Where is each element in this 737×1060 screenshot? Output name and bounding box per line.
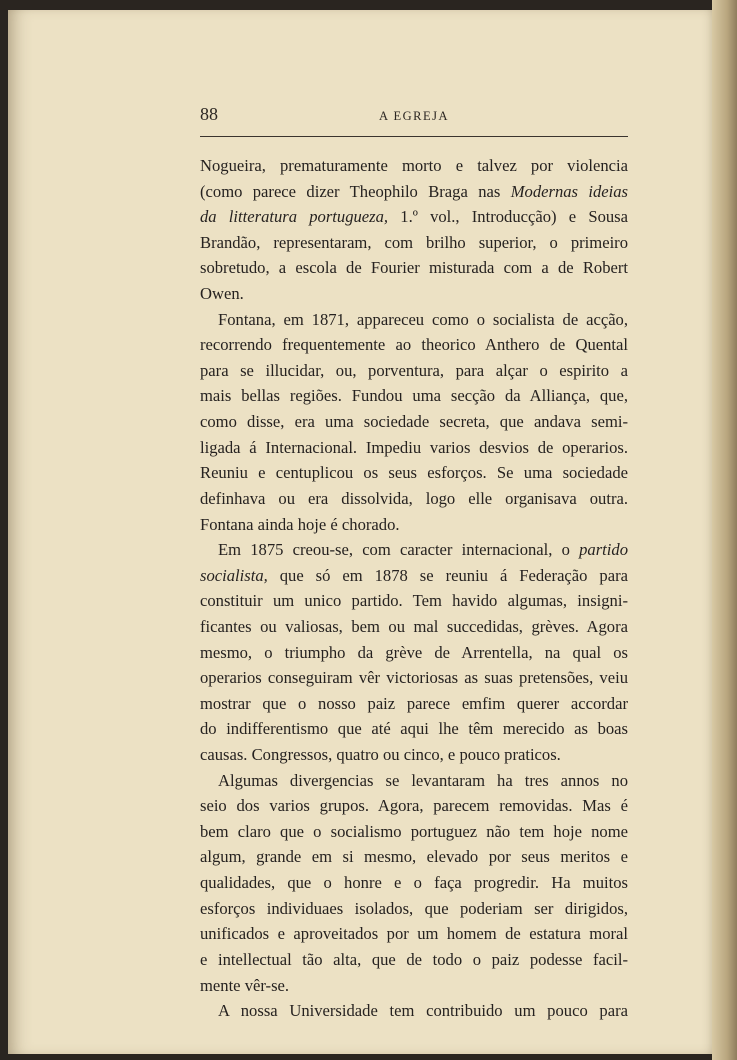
text-line: A nossa Universidade tem contribuido um pouco para (218, 1001, 628, 1021)
text-line: Reuniu e centuplicou os seus esforços. Se uma sociedade (200, 463, 628, 483)
text-line: Brandão, representaram, com brilho superior, o primeiro (200, 232, 628, 252)
text-line: Nogueira, prematuramente morto e talvez por violencia (200, 156, 628, 175)
running-header (200, 104, 628, 126)
text-line: socialista, que só em 1878 se reuniu á Federação para (200, 565, 628, 585)
paragraph (200, 768, 628, 998)
text-line: ligada á Internacional. Impediu varios desvios de operarios. (200, 437, 628, 457)
text-line: Fontana, em 1871, appareceu como o socialista de acção, (218, 309, 628, 329)
text-line: recorrendo frequentemente ao theorico Anthero de Quental (200, 335, 628, 355)
text-line: e intellectual tão alta, que de todo o paiz podesse facil- (200, 949, 628, 969)
text-line: Fontana ainda hoje é chorado. (200, 514, 400, 534)
header-rule (200, 136, 628, 137)
italic-phrase: socialista, (200, 565, 268, 585)
page-number: 88 (200, 104, 218, 124)
paragraph (200, 307, 628, 537)
text-line: constituir um unico partido. Tem havido algumas, insigni- (200, 591, 628, 611)
text-line: esforços individuaes isolados, que poderiam ser dirigidos, (200, 898, 628, 918)
text-line: seio dos varios grupos. Agora, parecem removidas. Mas é (200, 796, 628, 816)
text-line: Owen. (200, 284, 244, 304)
italic-phrase: partido (579, 540, 628, 560)
italic-phrase: da litteratura portugueza, (200, 207, 389, 227)
text-line: definhava ou era dissolvida, logo elle organisava outra. (200, 488, 628, 508)
text-line: mostrar que o nosso paiz parece emfim querer accordar (200, 693, 628, 713)
text-line: algum, grande em si mesmo, elevado por seus meritos e (200, 847, 628, 867)
text-line: mais bellas regiões. Fundou uma secção da Alliança, que, (200, 386, 628, 406)
text-line: operarios conseguiram vêr victoriosas as suas pretensões, veiu (200, 668, 628, 688)
text-line: mesmo, o triumpho da grève de Arrentella, na qual os (200, 642, 628, 662)
text-line: causas. Congressos, quatro ou cinco, e pouco praticos. (200, 745, 561, 765)
text-line: do indifferentismo que até aqui lhe têm merecido as boas (200, 719, 628, 739)
body-text (200, 153, 628, 1024)
paragraph (200, 537, 628, 767)
running-title: A EGREJA (379, 109, 449, 123)
text-line: Algumas divergencias se levantaram ha tres annos no (218, 770, 628, 790)
text-line: (como parece dizer Theophilo Braga nas Modernas ideias (200, 181, 628, 201)
text-line: da litteratura portugueza, 1.º vol., Introducção) e Sousa (200, 207, 628, 227)
italic-phrase: Modernas ideias (510, 181, 628, 201)
paragraph (200, 998, 628, 1024)
page-edge (712, 0, 737, 1060)
paragraph (200, 153, 628, 307)
text-line: como disse, era uma sociedade secreta, que andava semi- (200, 412, 628, 432)
text-line: mente vêr-se. (200, 975, 290, 995)
text-line: qualidades, que o honre e o faça progredir. Ha muitos (200, 873, 628, 893)
text-line: para se illucidar, ou, porventura, para alçar o espirito a (200, 360, 628, 380)
text-line: ficantes ou valiosas, bem ou mal succedidas, grèves. Agora (200, 616, 628, 636)
text-line: bem claro que o socialismo portuguez não tem hoje nome (200, 821, 628, 841)
text-line: sobretudo, a escola de Fourier misturada com a de Robert (200, 258, 628, 278)
text-line: unificados e aproveitados por um homem de estatura moral (200, 924, 628, 944)
text-line: Em 1875 creou-se, com caracter internacional, o partido (218, 540, 628, 560)
